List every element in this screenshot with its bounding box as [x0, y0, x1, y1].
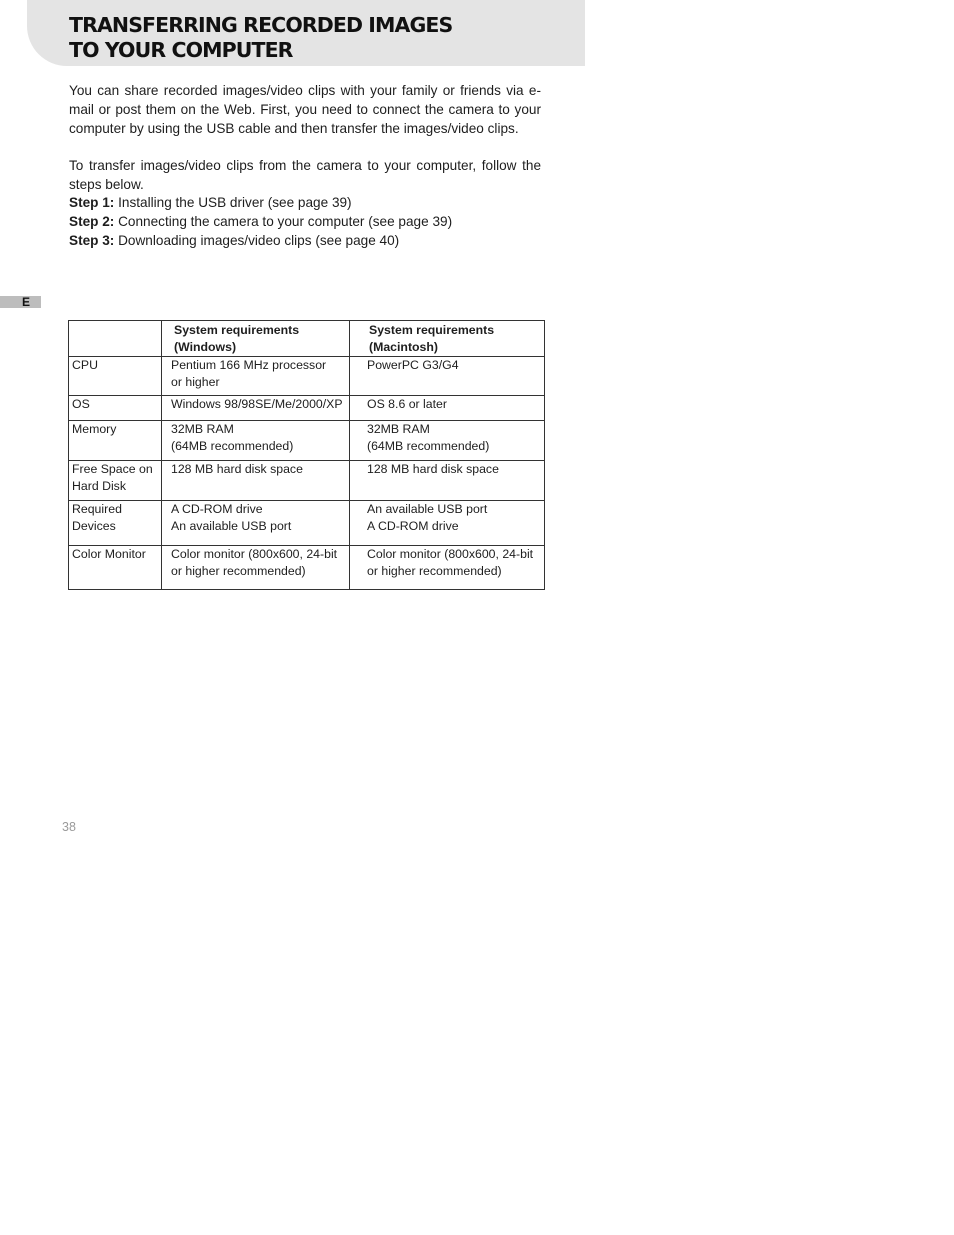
mac-cell — [350, 461, 545, 501]
table-body — [69, 357, 545, 590]
table-header-windows — [162, 321, 350, 357]
table-header-row — [69, 321, 545, 357]
mac-cell — [350, 396, 545, 421]
windows-cell-line: (64MB recommended) — [171, 439, 294, 453]
windows-cell-line: 128 MB hard disk space — [171, 462, 303, 476]
row-label-cell-line: Required — [72, 502, 122, 516]
language-tab — [0, 296, 41, 308]
language-tab-label: E — [22, 295, 31, 309]
system-requirements-table — [68, 320, 545, 590]
mac-cell-line: Color monitor (800x600, 24-bit — [367, 547, 534, 561]
windows-cell-line: Color monitor (800x600, 24-bit — [171, 547, 338, 561]
mac-cell-line: (64MB recommended) — [367, 439, 490, 453]
windows-cell — [162, 546, 350, 590]
step-1-label: Step 1: — [69, 195, 115, 210]
row-label-cell — [69, 421, 162, 461]
mac-cell — [350, 546, 545, 590]
page-title-line-1: TRANSFERRING RECORDED IMAGES — [69, 13, 453, 37]
steps-list — [69, 193, 541, 250]
row-label-cell — [69, 501, 162, 546]
header-windows-line-1: System requirements — [174, 323, 300, 337]
mac-cell-line: An available USB port — [367, 502, 488, 516]
header-windows-line-2: (Windows) — [174, 340, 237, 354]
windows-cell — [162, 396, 350, 421]
row-label-cell-line: Free Space on — [72, 462, 153, 476]
windows-cell — [162, 357, 350, 396]
table-row — [69, 501, 545, 546]
row-label-cell-line: Hard Disk — [72, 479, 126, 493]
intro-paragraph: You can share recorded images/video clips with your family or friends via e-mail or post them on the Web. First, you need to connect the camera to your computer by using the USB cable and then transfer the images/video clips. — [69, 83, 541, 136]
mac-cell-line: PowerPC G3/G4 — [367, 358, 459, 372]
windows-cell — [162, 461, 350, 501]
row-label-cell-line: Devices — [72, 519, 116, 533]
table-header-empty — [69, 321, 162, 357]
table-header-mac — [350, 321, 545, 357]
row-label-cell — [69, 546, 162, 590]
table-row — [69, 357, 545, 396]
page-number: 38 — [62, 820, 76, 834]
step-3-text: Downloading images/video clips (see page 40) — [114, 233, 400, 248]
step-1 — [69, 193, 541, 212]
page-title-line-2: TO YOUR COMPUTER — [69, 38, 293, 62]
table-row — [69, 421, 545, 461]
mac-cell — [350, 421, 545, 461]
windows-cell — [162, 421, 350, 461]
windows-cell — [162, 501, 350, 546]
mac-cell-line: 128 MB hard disk space — [367, 462, 499, 476]
table-row — [69, 396, 545, 421]
step-1-text: Installing the USB driver (see page 39) — [114, 195, 352, 210]
step-3 — [69, 231, 541, 250]
windows-cell-line: or higher recommended) — [171, 564, 306, 578]
windows-cell-line: Pentium 166 MHz processor — [171, 358, 327, 372]
row-label-cell — [69, 357, 162, 396]
step-2 — [69, 212, 541, 231]
mac-cell — [350, 357, 545, 396]
table-row — [69, 461, 545, 501]
mac-cell-line: or higher recommended) — [367, 564, 502, 578]
windows-cell-line: or higher — [171, 375, 220, 389]
header-mac-line-2: (Macintosh) — [369, 340, 438, 354]
page-title — [69, 13, 452, 63]
mac-cell-line: 32MB RAM — [367, 422, 430, 436]
step-2-text: Connecting the camera to your computer (see page 39) — [114, 214, 453, 229]
mac-cell — [350, 501, 545, 546]
row-label-cell — [69, 461, 162, 501]
step-2-label: Step 2: — [69, 214, 115, 229]
row-label-cell-line: CPU — [72, 358, 98, 372]
steps-intro-paragraph: To transfer images/video clips from the camera to your computer, follow the steps below. — [69, 158, 541, 192]
row-label-cell-line: Color Monitor — [72, 547, 146, 561]
mac-cell-line: A CD-ROM drive — [367, 519, 459, 533]
windows-cell-line: A CD-ROM drive — [171, 502, 263, 516]
windows-cell-line: Windows 98/98SE/Me/2000/XP — [171, 397, 343, 411]
header-mac-line-1: System requirements — [369, 323, 495, 337]
row-label-cell — [69, 396, 162, 421]
mac-cell-line: OS 8.6 or later — [367, 397, 447, 411]
step-3-label: Step 3: — [69, 233, 115, 248]
row-label-cell-line: Memory — [72, 422, 117, 436]
table-row — [69, 546, 545, 590]
windows-cell-line: An available USB port — [171, 519, 292, 533]
windows-cell-line: 32MB RAM — [171, 422, 234, 436]
row-label-cell-line: OS — [72, 397, 90, 411]
